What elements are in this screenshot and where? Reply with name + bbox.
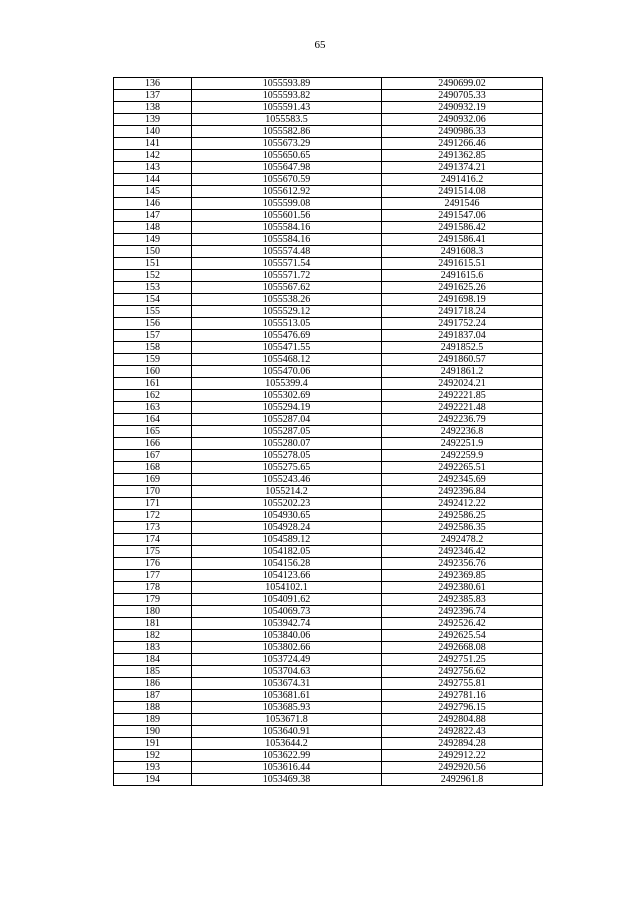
- table-row: [114, 102, 543, 114]
- table-row: [114, 78, 543, 90]
- x-coordinate-cell: 1055471.55: [192, 342, 382, 354]
- point-number-cell: 162: [114, 390, 192, 402]
- point-number-cell: 165: [114, 426, 192, 438]
- table-row: [114, 582, 543, 594]
- point-number-cell: 192: [114, 750, 192, 762]
- y-coordinate-cell: 2491586.42: [382, 222, 543, 234]
- point-number-cell: 182: [114, 630, 192, 642]
- y-coordinate-cell: 2491362.85: [382, 150, 543, 162]
- point-number-cell: 172: [114, 510, 192, 522]
- y-coordinate-cell: 2492251.9: [382, 438, 543, 450]
- y-coordinate-cell: 2492369.85: [382, 570, 543, 582]
- y-coordinate-cell: 2492961.8: [382, 774, 543, 786]
- point-number-cell: 163: [114, 402, 192, 414]
- y-coordinate-cell: 2492380.61: [382, 582, 543, 594]
- table-row: [114, 270, 543, 282]
- point-number-cell: 144: [114, 174, 192, 186]
- x-coordinate-cell: 1055593.89: [192, 78, 382, 90]
- point-number-cell: 157: [114, 330, 192, 342]
- point-number-cell: 149: [114, 234, 192, 246]
- y-coordinate-cell: 2492346.42: [382, 546, 543, 558]
- table-row: [114, 774, 543, 786]
- y-coordinate-cell: 2491860.57: [382, 354, 543, 366]
- y-coordinate-cell: 2492221.48: [382, 402, 543, 414]
- point-number-cell: 152: [114, 270, 192, 282]
- x-coordinate-cell: 1053840.06: [192, 630, 382, 642]
- point-number-cell: 190: [114, 726, 192, 738]
- y-coordinate-cell: 2492265.51: [382, 462, 543, 474]
- x-coordinate-cell: 1055583.5: [192, 114, 382, 126]
- x-coordinate-cell: 1054091.62: [192, 594, 382, 606]
- coordinates-table-body: [114, 78, 543, 786]
- y-coordinate-cell: 2491752.24: [382, 318, 543, 330]
- point-number-cell: 170: [114, 486, 192, 498]
- x-coordinate-cell: 1055599.08: [192, 198, 382, 210]
- point-number-cell: 147: [114, 210, 192, 222]
- y-coordinate-cell: 2491615.51: [382, 258, 543, 270]
- x-coordinate-cell: 1055513.05: [192, 318, 382, 330]
- y-coordinate-cell: 2491586.41: [382, 234, 543, 246]
- y-coordinate-cell: 2492236.8: [382, 426, 543, 438]
- point-number-cell: 167: [114, 450, 192, 462]
- table-row: [114, 462, 543, 474]
- point-number-cell: 161: [114, 378, 192, 390]
- y-coordinate-cell: 2491615.6: [382, 270, 543, 282]
- point-number-cell: 145: [114, 186, 192, 198]
- y-coordinate-cell: 2491861.2: [382, 366, 543, 378]
- point-number-cell: 141: [114, 138, 192, 150]
- x-coordinate-cell: 1053724.49: [192, 654, 382, 666]
- y-coordinate-cell: 2492781.16: [382, 690, 543, 702]
- y-coordinate-cell: 2492221.85: [382, 390, 543, 402]
- table-row: [114, 306, 543, 318]
- table-row: [114, 594, 543, 606]
- table-row: [114, 714, 543, 726]
- x-coordinate-cell: 1055584.16: [192, 222, 382, 234]
- table-row: [114, 162, 543, 174]
- y-coordinate-cell: 2491852.5: [382, 342, 543, 354]
- y-coordinate-cell: 2492356.76: [382, 558, 543, 570]
- x-coordinate-cell: 1053622.99: [192, 750, 382, 762]
- x-coordinate-cell: 1055470.06: [192, 366, 382, 378]
- point-number-cell: 169: [114, 474, 192, 486]
- y-coordinate-cell: 2491608.3: [382, 246, 543, 258]
- table-row: [114, 678, 543, 690]
- y-coordinate-cell: 2491416.2: [382, 174, 543, 186]
- y-coordinate-cell: 2491514.08: [382, 186, 543, 198]
- table-row: [114, 246, 543, 258]
- point-number-cell: 173: [114, 522, 192, 534]
- table-row: [114, 546, 543, 558]
- x-coordinate-cell: 1055287.04: [192, 414, 382, 426]
- table-row: [114, 426, 543, 438]
- point-number-cell: 136: [114, 78, 192, 90]
- table-row: [114, 174, 543, 186]
- table-row: [114, 438, 543, 450]
- point-number-cell: 175: [114, 546, 192, 558]
- point-number-cell: 142: [114, 150, 192, 162]
- point-number-cell: 155: [114, 306, 192, 318]
- x-coordinate-cell: 1055567.62: [192, 282, 382, 294]
- table-row: [114, 138, 543, 150]
- coordinates-table: [113, 77, 543, 786]
- x-coordinate-cell: 1055243.46: [192, 474, 382, 486]
- x-coordinate-cell: 1055399.4: [192, 378, 382, 390]
- y-coordinate-cell: 2490932.06: [382, 114, 543, 126]
- table-row: [114, 510, 543, 522]
- point-number-cell: 194: [114, 774, 192, 786]
- point-number-cell: 143: [114, 162, 192, 174]
- table-row: [114, 486, 543, 498]
- x-coordinate-cell: 1054182.05: [192, 546, 382, 558]
- x-coordinate-cell: 1053704.63: [192, 666, 382, 678]
- point-number-cell: 181: [114, 618, 192, 630]
- x-coordinate-cell: 1054069.73: [192, 606, 382, 618]
- table-row: [114, 642, 543, 654]
- x-coordinate-cell: 1055601.56: [192, 210, 382, 222]
- point-number-cell: 189: [114, 714, 192, 726]
- x-coordinate-cell: 1055294.19: [192, 402, 382, 414]
- y-coordinate-cell: 2492478.2: [382, 534, 543, 546]
- x-coordinate-cell: 1055538.26: [192, 294, 382, 306]
- y-coordinate-cell: 2492345.69: [382, 474, 543, 486]
- x-coordinate-cell: 1055673.29: [192, 138, 382, 150]
- x-coordinate-cell: 1055287.05: [192, 426, 382, 438]
- y-coordinate-cell: 2492804.88: [382, 714, 543, 726]
- page-number: 65: [314, 39, 326, 51]
- y-coordinate-cell: 2491374.21: [382, 162, 543, 174]
- x-coordinate-cell: 1053674.31: [192, 678, 382, 690]
- table-row: [114, 258, 543, 270]
- x-coordinate-cell: 1053469.38: [192, 774, 382, 786]
- point-number-cell: 174: [114, 534, 192, 546]
- point-number-cell: 186: [114, 678, 192, 690]
- point-number-cell: 168: [114, 462, 192, 474]
- table-row: [114, 498, 543, 510]
- y-coordinate-cell: 2492625.54: [382, 630, 543, 642]
- x-coordinate-cell: 1055591.43: [192, 102, 382, 114]
- table-row: [114, 606, 543, 618]
- table-row: [114, 186, 543, 198]
- table-row: [114, 234, 543, 246]
- y-coordinate-cell: 2491718.24: [382, 306, 543, 318]
- y-coordinate-cell: 2490705.33: [382, 90, 543, 102]
- point-number-cell: 188: [114, 702, 192, 714]
- y-coordinate-cell: 2492396.74: [382, 606, 543, 618]
- table-row: [114, 666, 543, 678]
- point-number-cell: 183: [114, 642, 192, 654]
- y-coordinate-cell: 2492396.84: [382, 486, 543, 498]
- y-coordinate-cell: 2491698.19: [382, 294, 543, 306]
- y-coordinate-cell: 2492385.83: [382, 594, 543, 606]
- x-coordinate-cell: 1055476.69: [192, 330, 382, 342]
- y-coordinate-cell: 2492586.35: [382, 522, 543, 534]
- x-coordinate-cell: 1053616.44: [192, 762, 382, 774]
- table-row: [114, 282, 543, 294]
- table-row: [114, 342, 543, 354]
- x-coordinate-cell: 1055574.48: [192, 246, 382, 258]
- point-number-cell: 179: [114, 594, 192, 606]
- point-number-cell: 151: [114, 258, 192, 270]
- table-row: [114, 318, 543, 330]
- x-coordinate-cell: 1054123.66: [192, 570, 382, 582]
- point-number-cell: 166: [114, 438, 192, 450]
- table-row: [114, 450, 543, 462]
- table-row: [114, 114, 543, 126]
- table-row: [114, 474, 543, 486]
- x-coordinate-cell: 1055280.07: [192, 438, 382, 450]
- x-coordinate-cell: 1055650.65: [192, 150, 382, 162]
- y-coordinate-cell: 2491546: [382, 198, 543, 210]
- y-coordinate-cell: 2491625.26: [382, 282, 543, 294]
- table-row: [114, 534, 543, 546]
- y-coordinate-cell: 2491837.04: [382, 330, 543, 342]
- point-number-cell: 156: [114, 318, 192, 330]
- x-coordinate-cell: 1054928.24: [192, 522, 382, 534]
- table-row: [114, 222, 543, 234]
- x-coordinate-cell: 1053802.66: [192, 642, 382, 654]
- x-coordinate-cell: 1055612.92: [192, 186, 382, 198]
- point-number-cell: 139: [114, 114, 192, 126]
- point-number-cell: 164: [114, 414, 192, 426]
- y-coordinate-cell: 2490699.02: [382, 78, 543, 90]
- table-row: [114, 558, 543, 570]
- x-coordinate-cell: 1053640.91: [192, 726, 382, 738]
- x-coordinate-cell: 1055571.54: [192, 258, 382, 270]
- x-coordinate-cell: 1055275.65: [192, 462, 382, 474]
- y-coordinate-cell: 2492756.62: [382, 666, 543, 678]
- table-row: [114, 690, 543, 702]
- point-number-cell: 180: [114, 606, 192, 618]
- x-coordinate-cell: 1055593.82: [192, 90, 382, 102]
- table-row: [114, 630, 543, 642]
- x-coordinate-cell: 1055647.98: [192, 162, 382, 174]
- x-coordinate-cell: 1055571.72: [192, 270, 382, 282]
- table-row: [114, 702, 543, 714]
- x-coordinate-cell: 1055278.05: [192, 450, 382, 462]
- table-row: [114, 90, 543, 102]
- table-row: [114, 570, 543, 582]
- table-row: [114, 330, 543, 342]
- point-number-cell: 177: [114, 570, 192, 582]
- point-number-cell: 137: [114, 90, 192, 102]
- point-number-cell: 158: [114, 342, 192, 354]
- x-coordinate-cell: 1053685.93: [192, 702, 382, 714]
- table-row: [114, 198, 543, 210]
- table-row: [114, 750, 543, 762]
- table-row: [114, 402, 543, 414]
- y-coordinate-cell: 2491266.46: [382, 138, 543, 150]
- table-row: [114, 522, 543, 534]
- table-row: [114, 618, 543, 630]
- x-coordinate-cell: 1055214.2: [192, 486, 382, 498]
- point-number-cell: 146: [114, 198, 192, 210]
- table-row: [114, 378, 543, 390]
- x-coordinate-cell: 1054589.12: [192, 534, 382, 546]
- x-coordinate-cell: 1055670.59: [192, 174, 382, 186]
- x-coordinate-cell: 1055582.86: [192, 126, 382, 138]
- point-number-cell: 176: [114, 558, 192, 570]
- table-row: [114, 762, 543, 774]
- point-number-cell: 140: [114, 126, 192, 138]
- y-coordinate-cell: 2492894.28: [382, 738, 543, 750]
- x-coordinate-cell: 1053644.2: [192, 738, 382, 750]
- table-row: [114, 210, 543, 222]
- table-row: [114, 354, 543, 366]
- table-row: [114, 654, 543, 666]
- x-coordinate-cell: 1053942.74: [192, 618, 382, 630]
- point-number-cell: 178: [114, 582, 192, 594]
- y-coordinate-cell: 2490932.19: [382, 102, 543, 114]
- point-number-cell: 148: [114, 222, 192, 234]
- y-coordinate-cell: 2491547.06: [382, 210, 543, 222]
- point-number-cell: 193: [114, 762, 192, 774]
- x-coordinate-cell: 1053681.61: [192, 690, 382, 702]
- table-row: [114, 390, 543, 402]
- point-number-cell: 171: [114, 498, 192, 510]
- point-number-cell: 150: [114, 246, 192, 258]
- y-coordinate-cell: 2492412.22: [382, 498, 543, 510]
- table-row: [114, 726, 543, 738]
- table-row: [114, 150, 543, 162]
- y-coordinate-cell: 2492920.56: [382, 762, 543, 774]
- y-coordinate-cell: 2492668.08: [382, 642, 543, 654]
- x-coordinate-cell: 1055202.23: [192, 498, 382, 510]
- point-number-cell: 154: [114, 294, 192, 306]
- x-coordinate-cell: 1054156.28: [192, 558, 382, 570]
- y-coordinate-cell: 2492751.25: [382, 654, 543, 666]
- point-number-cell: 191: [114, 738, 192, 750]
- table-row: [114, 126, 543, 138]
- y-coordinate-cell: 2492586.25: [382, 510, 543, 522]
- x-coordinate-cell: 1055584.16: [192, 234, 382, 246]
- table-row: [114, 294, 543, 306]
- point-number-cell: 187: [114, 690, 192, 702]
- y-coordinate-cell: 2490986.33: [382, 126, 543, 138]
- y-coordinate-cell: 2492796.15: [382, 702, 543, 714]
- x-coordinate-cell: 1055468.12: [192, 354, 382, 366]
- point-number-cell: 153: [114, 282, 192, 294]
- point-number-cell: 138: [114, 102, 192, 114]
- point-number-cell: 159: [114, 354, 192, 366]
- table-row: [114, 414, 543, 426]
- point-number-cell: 184: [114, 654, 192, 666]
- y-coordinate-cell: 2492236.79: [382, 414, 543, 426]
- x-coordinate-cell: 1053671.8: [192, 714, 382, 726]
- x-coordinate-cell: 1055302.69: [192, 390, 382, 402]
- y-coordinate-cell: 2492259.9: [382, 450, 543, 462]
- y-coordinate-cell: 2492912.22: [382, 750, 543, 762]
- table-row: [114, 366, 543, 378]
- y-coordinate-cell: 2492755.81: [382, 678, 543, 690]
- x-coordinate-cell: 1054930.65: [192, 510, 382, 522]
- x-coordinate-cell: 1054102.1: [192, 582, 382, 594]
- table-row: [114, 738, 543, 750]
- point-number-cell: 185: [114, 666, 192, 678]
- point-number-cell: 160: [114, 366, 192, 378]
- y-coordinate-cell: 2492526.42: [382, 618, 543, 630]
- y-coordinate-cell: 2492822.43: [382, 726, 543, 738]
- y-coordinate-cell: 2492024.21: [382, 378, 543, 390]
- x-coordinate-cell: 1055529.12: [192, 306, 382, 318]
